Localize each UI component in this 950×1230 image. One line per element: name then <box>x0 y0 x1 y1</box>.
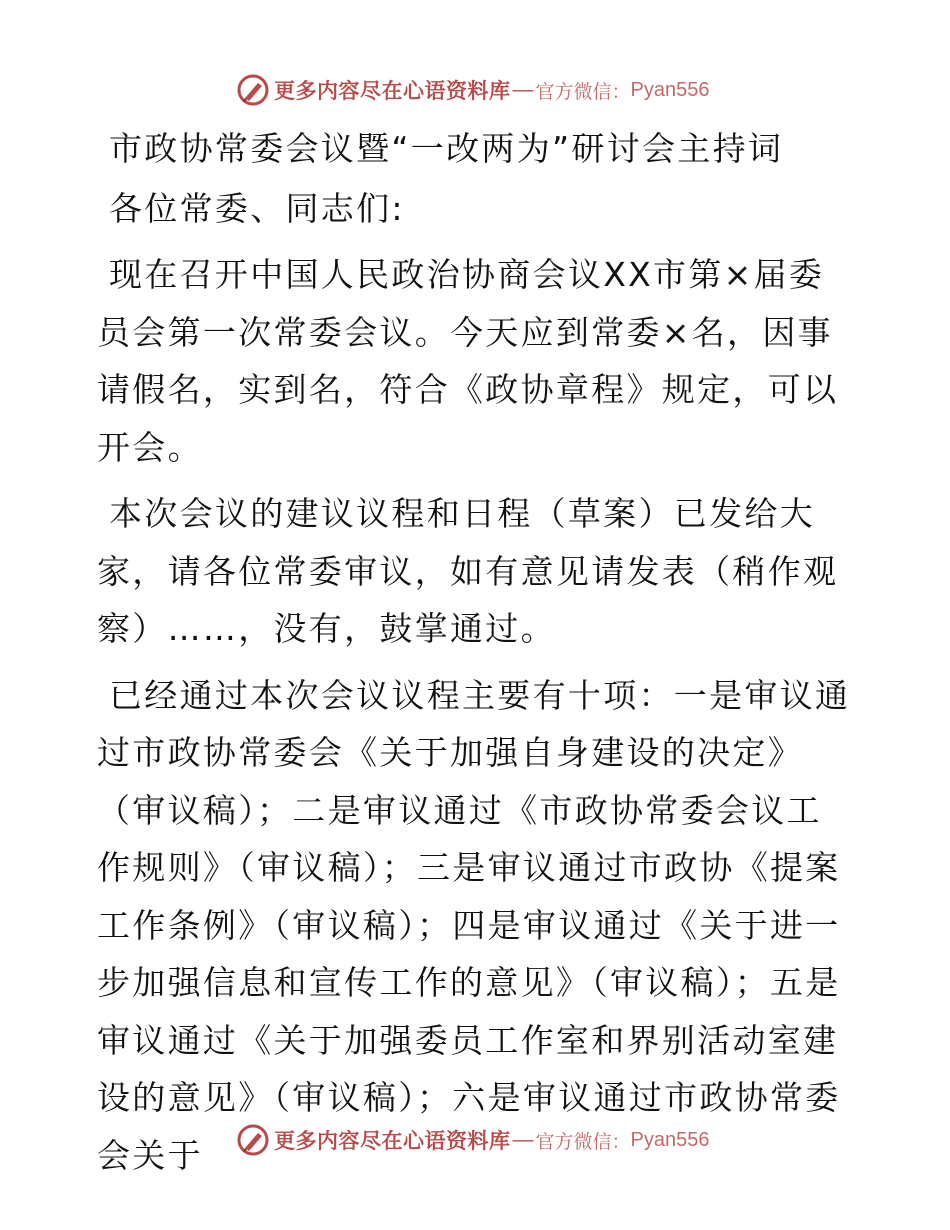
document-title: 市政协常委会议暨“一改两为”研讨会主持词 <box>109 129 784 168</box>
watermark-account-id: Pyan556 <box>630 78 710 101</box>
paragraph: 现在召开中国人民政治协商会议XX市第×届委员会第一次常委会议。今天应到常委×名，因事请假名，实到名，符合《政协章程》规定，可以开会。 <box>97 255 839 467</box>
paragraph: 已经通过本次会议议程主要有十项：一是审议通过市政协常委会《关于加强自身建设的决定》（审议稿）；二是审议通过《市政协常委会议工作规则》（审议稿）；三是审议通过市政协《提案工作条例》（审议稿）；四是审议通过《关于进一步加强信息和宣传工作的意见》（审议稿）；五是审议通过《关于加强委员工作室和界别活动室建设的意见》（审议稿）；六是审议通过市政协常委会关于 <box>97 675 851 1175</box>
document-body <box>97 120 857 1184</box>
watermark-footer <box>236 1123 709 1157</box>
watermark-account-label: 官方微信： <box>535 1130 631 1153</box>
watermark-account-id: Pyan556 <box>630 1128 710 1151</box>
watermark-separator: — <box>512 78 534 101</box>
watermark-brand: 更多内容尽在心语资料库 <box>274 78 511 103</box>
watermark-brand: 更多内容尽在心语资料库 <box>274 1128 511 1153</box>
watermark-account-label: 官方微信： <box>535 80 631 103</box>
watermark-separator: — <box>512 1128 534 1151</box>
paragraph: 本次会议的建议议程和日程（草案）已发给大家，请各位常委审议，如有意见请发表（稍作观察）……，没有，鼓掌通过。 <box>97 494 839 648</box>
pen-logo-icon <box>236 73 270 107</box>
document-salutation: 各位常委、同志们: <box>109 188 405 228</box>
watermark-header <box>236 73 709 107</box>
pen-logo-icon <box>236 1123 270 1157</box>
